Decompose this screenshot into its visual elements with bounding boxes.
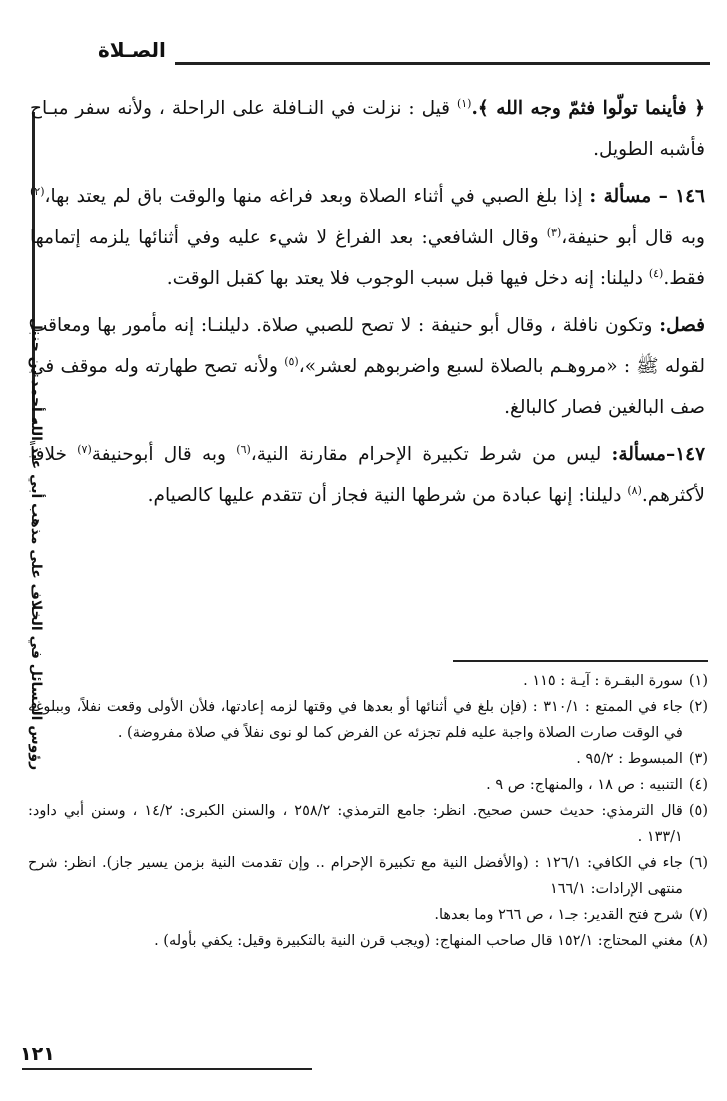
paragraph-text: قيل : نزلت في النـافلة على الراحلة ، ولأنه سفر مبـاح فأشبه الطويل.	[30, 98, 705, 160]
footnote-item	[28, 668, 708, 694]
footnote-number: (٣)	[688, 751, 708, 767]
paragraph-text: دليلنا: إنه دخل فيها قبل سبب الوجوب فلا يعتد بها كقبل الوقت.	[166, 268, 649, 289]
paragraph-text: ليس من شرط تكبيرة الإحرام مقارنة النية،	[250, 444, 612, 465]
footnote-number: (٤)	[688, 777, 708, 793]
footnote-item	[28, 694, 708, 746]
footnote-number: (٢)	[688, 699, 708, 715]
paragraph-lead: فصل:	[659, 315, 705, 336]
paragraph-text: دليلنا: إنها عبادة من شرطها النية فجاز أن تتقدم عليها كالصيام.	[147, 485, 628, 506]
footnote-separator	[453, 660, 708, 662]
paragraph-lead: ١٤٧–مسألة:	[611, 444, 706, 465]
footnote-item	[28, 902, 708, 928]
paragraph-lead: ١٤٦ – مسألة :	[589, 186, 705, 207]
footnote-ref: (٤)	[648, 266, 664, 280]
page-header-title: الصـلاة	[98, 38, 166, 62]
footnote-ref: (٥)	[284, 354, 299, 368]
footnotes	[28, 668, 708, 954]
paragraph	[30, 305, 705, 428]
footnote-ref: (٧)	[77, 442, 92, 456]
footnote-ref: (١)	[456, 96, 472, 110]
paragraph-text: وتكون نافلة ، وقال أبو حنيفة : لا تصح للصبي صلاة. دليلنـا: إنه مأمور بها ومعاقب لقوله ﷺ : «مروهـم بالصلاة لسبع واضربوهم لعشر»،	[30, 315, 705, 377]
footnote-text: قال الترمذي: حديث حسن صحيح. انظر: جامع الترمذي: ٢٥٨/٢ ، والسنن الكبرى: ١٤/٢ ، وسنن أبي داود: ١٣٣/١ .	[28, 803, 683, 845]
bottom-rule	[22, 1068, 312, 1070]
paragraph	[30, 434, 705, 516]
paragraph-text: إذا بلغ الصبي في أثناء الصلاة وبعد فراغه منها والوقت باق لم يعتد بها،	[44, 186, 590, 207]
paragraph-text: خلافاً لأكثرهم.	[30, 444, 705, 506]
paragraph-text: وبه قال أبو حنيفة،	[561, 227, 705, 248]
main-text	[30, 88, 705, 522]
footnote-text: جاء في الكافي: ١٢٦/١ : (والأفضل النية مع تكبيرة الإحرام .. وإن تقدمت النية بزمن يسير جاز). انظر: شرح منتهى الإرادات: ١٦٦/١	[28, 855, 683, 897]
footnote-item	[28, 798, 708, 850]
footnote-number: (٥)	[688, 803, 708, 819]
footnote-number: (٨)	[688, 933, 708, 949]
footnote-item	[28, 850, 708, 902]
footnote-text: مغني المحتاج: ١٥٢/١ قال صاحب المنهاج: (ويجب قرن النية بالتكبيرة وقيل: يكفي بأوله) .	[154, 933, 683, 949]
header-rule	[175, 62, 710, 65]
paragraph-text: وبه قال أبوحنيفة	[91, 444, 237, 465]
footnote-item	[28, 772, 708, 798]
footnote-ref: (٢)	[30, 184, 45, 198]
footnote-number: (١)	[688, 673, 708, 689]
footnote-text: التنبيه : ص ١٨ ، والمنهاج: ص ٩ .	[486, 777, 683, 793]
footnote-ref: (٦)	[236, 442, 251, 456]
footnote-number: (٦)	[688, 855, 708, 871]
paragraph-text: ولأنه تصح طهارته وله موقف في صف البالغين فصار كالبالغ.	[30, 356, 705, 418]
footnote-number: (٧)	[688, 907, 708, 923]
footnote-text: المبسوط : ٩٥/٢ .	[576, 751, 683, 767]
book-side-title: رؤوس المسائل في الخلاف على مذهب أبي عبد الله أحمد بن حنبل	[28, 317, 44, 771]
footnote-text: جاء في الممتع : ٣١٠/١ : (فإن بلغ في أثنائها أو بعدها في وقتها لزمه إعادتها، فلأن الأولى وقعت نفلاً، وببلوغه في الوقت صارت الصلاة واجبة عليه فلم تجزئه عن الفرض كما لو نوى نفلاً في صلاة مفروضة) .	[28, 699, 683, 741]
paragraph-text: وقال الشافعي: بعد الفراغ لا شيء عليه وفي أثنائها يلزمه إتمامها فقط.	[30, 227, 705, 289]
footnote-text: شرح فتح القدير: جـ١ ، ص ٢٦٦ وما بعدها.	[434, 907, 683, 923]
footnote-item	[28, 746, 708, 772]
paragraph	[30, 176, 705, 299]
paragraph	[30, 88, 705, 170]
footnote-text: سورة البقـرة : آيـة : ١١٥ .	[523, 673, 683, 689]
page-number: ١٢١	[20, 1043, 55, 1065]
footnote-item	[28, 928, 708, 954]
footnote-ref: (٣)	[546, 225, 562, 239]
paragraph-text: ﴿ فأينما تولّوا فثمّ وجه الله ﴾.	[471, 98, 705, 119]
footnote-ref: (٨)	[627, 483, 642, 497]
